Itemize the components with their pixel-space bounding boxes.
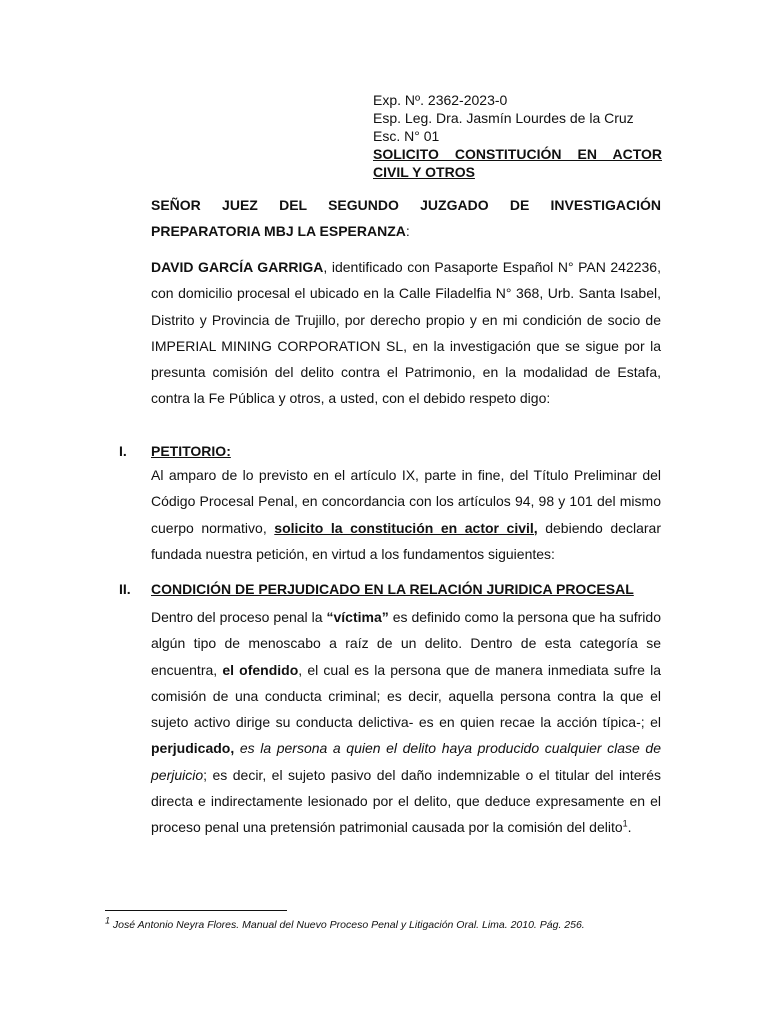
s2-text-5: . [627, 819, 632, 836]
section-1-text-a: Al amparo de lo previsto en el artículo IX, parte in fine, del Título Preliminar del Código Procesal Penal, en concordancia con los artículos 94, 98 y 101 del mismo cuerpo normativo, [151, 467, 661, 536]
section-1-body [151, 462, 661, 567]
footnote-text: José Antonio Neyra Flores. Manual del Nuevo Proceso Penal y Litigación Oral. Lima. 2010. Pág. 256. [110, 919, 585, 931]
section-1-number: I. [119, 443, 127, 459]
footnote-mark: 1 [105, 915, 111, 926]
addressee-colon: : [405, 223, 410, 240]
footnote-separator [105, 910, 287, 911]
s2-text-3: , el cual es la persona que de manera inmediata sufre la comisión de una conducta criminal; es decir, aquella persona contra la que el sujeto activo dirige su conducta delictiva- es en quien recae la acción típica-; el [151, 661, 661, 731]
intro-paragraph [151, 254, 661, 412]
section-2-heading [0, 581, 768, 603]
s2-text-1: Dentro del proceso penal la [151, 609, 327, 625]
footnote [105, 915, 665, 932]
section-1-text-b: debiendo declarar fundada nuestra petición, en virtud a los fundamentos siguientes: [151, 519, 661, 562]
s2-victim-term: “víctima” [326, 609, 389, 625]
case-header [373, 91, 662, 181]
s2-text-4: ; es decir, el sujeto pasivo del daño indemnizable o el titular del interés directa e indirectamente lesionado por el delito, que deduce expresamente en el proceso penal una pretensión patrimonial causada por la comisión del delito [151, 766, 661, 836]
section-2-body [151, 604, 661, 841]
intro-text: , identificado con Pasaporte Español N° PAN 242236, con domicilio procesal el ubicado en la Calle Filadelfia N° 368, Urb. Santa Isabel, Distrito y Provincia de Trujillo, por derecho propio y en mi condición de socio de IMPERIAL MINING CORPORATION SL, en la investigación que se sigue por la presunta comisión del delito contra el Patrimonio, en la modalidad de Estafa, contra la Fe Pública y otros, a usted, con el debido respeto digo: [151, 259, 661, 407]
s2-harmed-term: perjudicado, [151, 740, 235, 757]
s2-definition: es la persona a quien el delito haya producido cualquier clase de perjuicio [151, 740, 661, 783]
case-number: Exp. Nº. 2362-2023-0 [373, 92, 508, 108]
legal-specialist: Esp. Leg. Dra. Jasmín Lourdes de la Cruz [373, 110, 634, 126]
addressee [151, 192, 661, 245]
brief-subject: SOLICITO CONSTITUCIÓN EN ACTOR CIVIL Y OTROS [373, 146, 662, 180]
section-2-title: CONDICIÓN DE PERJUDICADO EN LA RELACIÓN JURIDICA PROCESAL [151, 581, 634, 597]
footnote-reference[interactable]: 1 [622, 818, 628, 829]
s2-text-2: es definido como la persona que ha sufrido algún tipo de menoscabo a raíz de un delito. Dentro de esta categoría se encuentra, [151, 609, 661, 678]
section-1-title: PETITORIO: [151, 443, 231, 459]
section-2-number: II. [119, 581, 131, 597]
brief-number: Esc. N° 01 [373, 128, 440, 144]
addressee-text: SEÑOR JUEZ DEL SEGUNDO JUZGADO DE INVESTIGACIÓN PREPARATORIA MBJ LA ESPERANZA [151, 197, 661, 240]
petitioner-name: DAVID GARCÍA GARRIGA [151, 259, 324, 275]
s2-offended-term: el ofendido [222, 661, 299, 678]
section-1-request: solicito la constitución en actor civil, [274, 519, 538, 536]
